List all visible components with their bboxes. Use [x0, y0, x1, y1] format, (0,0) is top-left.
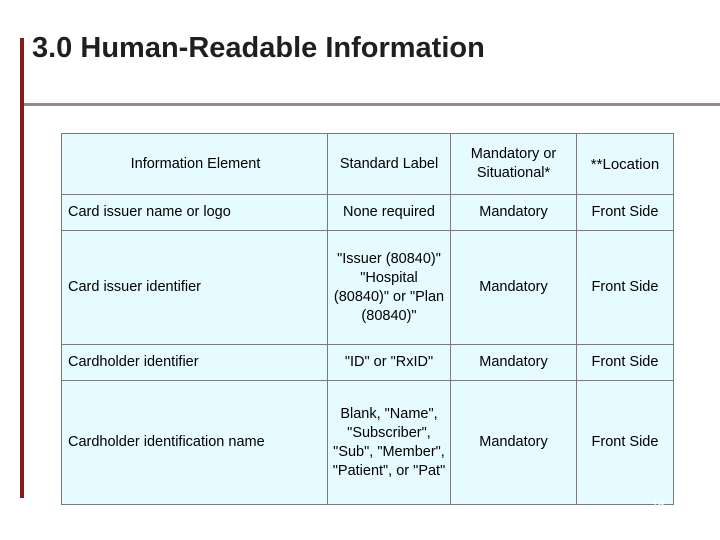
- header-information-element: Information Element: [62, 134, 328, 195]
- cell-label: "ID" or "RxID": [328, 345, 451, 381]
- slide-title: 3.0 Human-Readable Information: [32, 32, 485, 64]
- cell-label: "Issuer (80840)" "Hospital (80840)" or "Plan (80840)": [328, 231, 451, 345]
- cell-element: Cardholder identification name: [62, 381, 328, 505]
- cell-mandatory: Mandatory: [451, 231, 577, 345]
- cell-mandatory: Mandatory: [451, 195, 577, 231]
- cell-element: Cardholder identifier: [62, 345, 328, 381]
- human-readable-info-table: [61, 133, 674, 505]
- page-number: 14: [652, 498, 665, 510]
- cell-element: Card issuer identifier: [62, 231, 328, 345]
- cell-location: Front Side: [577, 381, 674, 505]
- table-header-row: [62, 134, 674, 195]
- header-mandatory: Mandatory or Situational*: [451, 134, 577, 195]
- table-row: [62, 195, 674, 231]
- cell-location: Front Side: [577, 345, 674, 381]
- cell-mandatory: Mandatory: [451, 345, 577, 381]
- table-row: [62, 231, 674, 345]
- cell-location: Front Side: [577, 195, 674, 231]
- cell-label: Blank, "Name", "Subscriber", "Sub", "Member", "Patient", or "Pat": [328, 381, 451, 505]
- cell-location: Front Side: [577, 231, 674, 345]
- slide-accent-bar: [20, 38, 24, 498]
- cell-mandatory: Mandatory: [451, 381, 577, 505]
- header-location: **Location: [577, 134, 674, 195]
- table-row: [62, 345, 674, 381]
- cell-element: Card issuer name or logo: [62, 195, 328, 231]
- header-standard-label: Standard Label: [328, 134, 451, 195]
- title-divider: [24, 103, 720, 106]
- table-row: [62, 381, 674, 505]
- cell-label: None required: [328, 195, 451, 231]
